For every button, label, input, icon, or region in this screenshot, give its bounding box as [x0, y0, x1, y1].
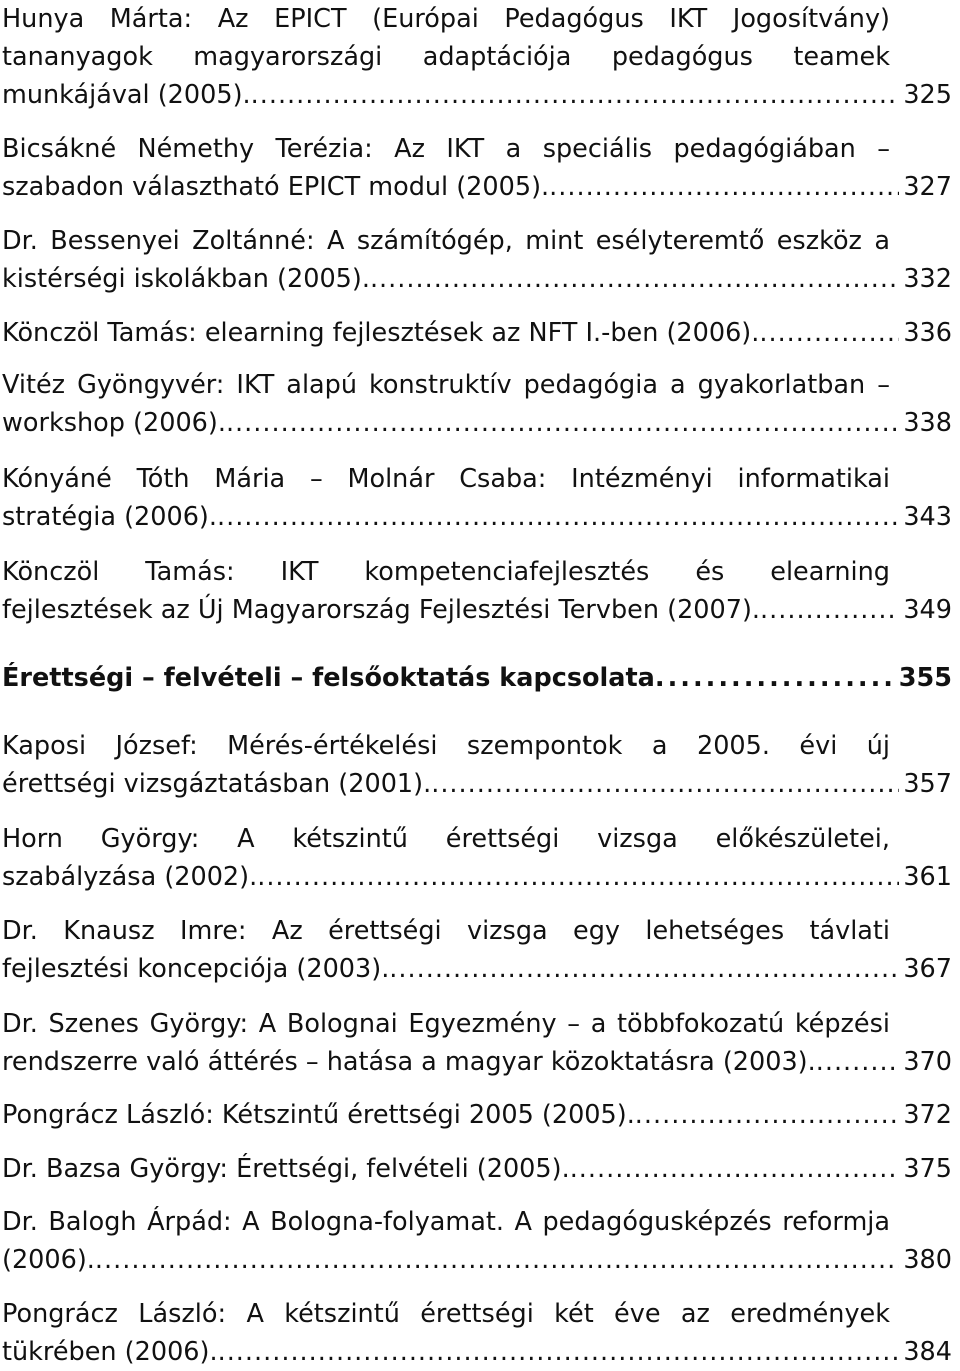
toc-entry-text: szabadon választható EPICT modul (2005).	[2, 172, 550, 202]
dot-leader	[760, 591, 899, 629]
toc-entry-text-line: Dr. Balogh Árpád: A Bologna-folyamat. A pedagógusképzés reformja	[2, 1207, 890, 1237]
toc-entry-text: tükrében (2006).	[2, 1337, 218, 1367]
toc-entry-text: fejlesztések az Új Magyarország Fejlesztési Tervben (2007).	[2, 595, 761, 625]
dot-leader	[95, 1241, 899, 1279]
toc-entry	[2, 1096, 952, 1134]
page-number: 384	[903, 1337, 952, 1367]
toc-entry-last-line	[2, 260, 952, 298]
dot-leader	[635, 1096, 900, 1134]
toc-entry-last-line	[2, 950, 952, 988]
toc-entry-text-line: Dr. Knausz Imre: Az érettségi vizsga egy lehetséges távlati	[2, 916, 890, 946]
toc-entry-text-line: Kaposi József: Mérés-értékelési szempontok a 2005. évi új	[2, 731, 890, 761]
toc-entry	[2, 314, 952, 352]
page-number: 361	[903, 862, 952, 892]
page-number: 372	[903, 1100, 952, 1130]
page-number: 343	[903, 502, 952, 532]
toc-entry-text-line: Könczöl Tamás: IKT kompetenciafejlesztés és elearning	[2, 557, 890, 587]
toc-entry	[2, 553, 952, 629]
page-number: 367	[903, 954, 952, 984]
toc-entry-last-line	[2, 1150, 952, 1188]
section-title: Érettségi – felvételi – felsőoktatás kapcsolata	[2, 663, 655, 693]
toc-section-heading	[2, 659, 952, 697]
toc-entry-text: rendszerre való áttérés – hatása a magyar közoktatásra (2003).	[2, 1047, 816, 1077]
toc-entry-last-line	[2, 858, 952, 896]
toc-entry-last-line	[2, 76, 952, 114]
page-number: 355	[898, 663, 952, 693]
toc-entry-text-line: Dr. Bessenyei Zoltánné: A számítógép, mint esélyteremtő eszköz a	[2, 226, 890, 256]
toc-entry-last-line	[2, 498, 952, 536]
toc-entry-text-line: Dr. Szenes György: A Bolognai Egyezmény – a többfokozatú képzési	[2, 1009, 890, 1039]
page-number: 370	[903, 1047, 952, 1077]
toc-entry-last-line	[2, 404, 952, 442]
toc-entry-text: érettségi vizsgáztatásban (2001).	[2, 769, 432, 799]
page-number: 338	[903, 408, 952, 438]
dot-leader	[217, 498, 899, 536]
page-number: 325	[903, 80, 952, 110]
dot-leader	[431, 765, 899, 803]
toc-entry-text: kistérségi iskolákban (2005).	[2, 264, 370, 294]
toc-entry-text: fejlesztési koncepciója (2003).	[2, 954, 390, 984]
toc-entry-text: (2006).	[2, 1245, 95, 1275]
toc-entry-last-line	[2, 1096, 952, 1134]
toc-entry	[2, 222, 952, 298]
page-number: 349	[903, 595, 952, 625]
dot-leader	[549, 168, 899, 206]
dot-leader	[257, 858, 899, 896]
page-number: 375	[903, 1154, 952, 1184]
toc-entry	[2, 460, 952, 536]
toc-entry-text-line: Horn György: A kétszintű érettségi vizsga előkészületei,	[2, 824, 890, 854]
toc-entry-text: munkájával (2005).	[2, 80, 251, 110]
toc-entry	[2, 130, 952, 206]
dot-leader	[570, 1150, 900, 1188]
toc-entry-last-line	[2, 1333, 952, 1371]
toc-entry-text-line: Hunya Márta: Az EPICT (Európai Pedagógus IKT Jogosítvány)	[2, 4, 890, 34]
toc-entry	[2, 912, 952, 988]
toc-entry-last-line	[2, 1043, 952, 1081]
dot-leader	[816, 1043, 900, 1081]
toc-entry-text: workshop (2006).	[2, 408, 226, 438]
toc-entry-last-line	[2, 1241, 952, 1279]
page-number: 332	[903, 264, 952, 294]
toc-entry-last-line	[2, 168, 952, 206]
dot-leader	[370, 260, 899, 298]
toc-entry	[2, 1203, 952, 1279]
dot-leader	[655, 659, 895, 697]
page-number: 327	[903, 172, 952, 202]
toc-entry-text: Pongrácz László: Kétszintű érettségi 2005 (2005).	[2, 1100, 635, 1130]
page-number: 336	[903, 318, 952, 348]
toc-entry	[2, 1295, 952, 1371]
page-number: 380	[903, 1245, 952, 1275]
toc-entry-last-line	[2, 314, 952, 352]
toc-entry	[2, 1005, 952, 1081]
toc-entry-text-line: Pongrácz László: A kétszintű érettségi két éve az eredmények	[2, 1299, 890, 1329]
toc-entry-text-line: Vitéz Gyöngyvér: IKT alapú konstruktív pedagógia a gyakorlatban –	[2, 370, 890, 400]
dot-leader	[759, 314, 899, 352]
dot-leader	[218, 1333, 900, 1371]
toc-entry	[2, 366, 952, 442]
toc-entry	[2, 1150, 952, 1188]
toc-entry-last-line	[2, 765, 952, 803]
page-number: 357	[903, 769, 952, 799]
dot-leader	[251, 76, 900, 114]
toc-entry-text: szabályzása (2002).	[2, 862, 258, 892]
toc-entry	[2, 0, 952, 114]
toc-entry-last-line	[2, 659, 952, 697]
toc-entry	[2, 820, 952, 896]
toc-entry	[2, 727, 952, 803]
dot-leader	[389, 950, 899, 988]
toc-entry-text: Dr. Bazsa György: Érettségi, felvételi (2005).	[2, 1154, 570, 1184]
toc-entry-text-line: tananyagok magyarországi adaptációja pedagógus teamek	[2, 42, 890, 72]
dot-leader	[226, 404, 899, 442]
toc-entry-text-line: Kónyáné Tóth Mária – Molnár Csaba: Intézményi informatikai	[2, 464, 890, 494]
toc-entry-text: Könczöl Tamás: elearning fejlesztések az NFT I.-ben (2006).	[2, 318, 760, 348]
toc-entry-text-line: Bicsákné Némethy Terézia: Az IKT a speciális pedagógiában –	[2, 134, 890, 164]
toc-entry-last-line	[2, 591, 952, 629]
toc-entry-text: stratégia (2006).	[2, 502, 217, 532]
